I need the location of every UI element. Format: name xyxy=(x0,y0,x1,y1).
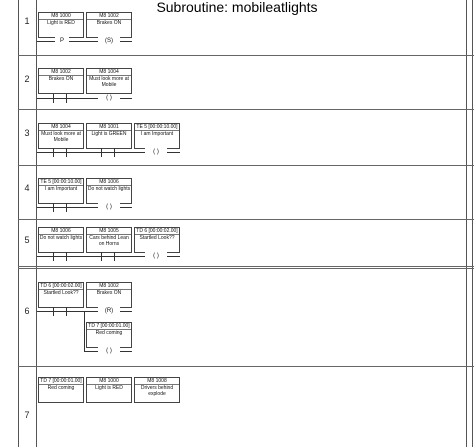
contact-right-bar xyxy=(66,252,67,261)
rung-separator xyxy=(18,55,474,56)
operand-comment: Brakes ON xyxy=(96,290,122,296)
rung-separator xyxy=(18,165,474,166)
operand-address: M8 1002 xyxy=(87,13,131,20)
operand-address: TD 7 [00:00:01.00] xyxy=(40,378,82,384)
contact-right-bar xyxy=(66,94,67,103)
operand-address: M8 1002 xyxy=(87,283,131,290)
contact-right-bar xyxy=(66,203,67,212)
contact-left-bar xyxy=(53,252,54,261)
contact-left-bar xyxy=(53,307,54,316)
output-coil[interactable]: ( ) xyxy=(98,347,120,356)
operand-comment: Drivers behind explode xyxy=(140,385,174,397)
operand-box[interactable] xyxy=(86,322,132,348)
operand-address: TE 5 [00:00:10.00] xyxy=(40,179,82,185)
operand-comment: Red coming xyxy=(95,330,123,336)
operand-address: M8 1006 xyxy=(87,179,131,186)
power-rail xyxy=(36,0,37,447)
positive-edge-contact[interactable]: P xyxy=(55,37,69,46)
right-margin-line xyxy=(472,0,473,447)
operand-box[interactable] xyxy=(86,178,132,204)
output-coil[interactable]: ( ) xyxy=(145,148,167,157)
operand-box[interactable] xyxy=(38,178,84,204)
operand-box[interactable] xyxy=(86,227,132,253)
rung-number: 3 xyxy=(24,128,30,138)
operand-comment: Light is GREEN xyxy=(91,131,127,137)
rung-number: 2 xyxy=(24,74,30,84)
rung-number: 5 xyxy=(24,235,30,245)
operand-comment: Cars behind Lean on Horns xyxy=(89,235,129,247)
operand-comment: I am Important xyxy=(140,131,174,137)
reset-coil[interactable]: (R) xyxy=(98,307,120,316)
operand-comment: Do not watch lights xyxy=(87,186,131,192)
operand-comment: Brakes ON xyxy=(48,76,74,82)
operand-address: M8 1005 xyxy=(87,228,131,235)
operand-box[interactable] xyxy=(86,377,132,403)
rung-separator xyxy=(18,109,474,110)
operand-address: TD 6 [00:00:02.00] xyxy=(136,228,178,234)
operand-box[interactable] xyxy=(38,377,84,403)
operand-comment: Do not watch lights xyxy=(39,235,83,241)
operand-box[interactable] xyxy=(86,282,132,308)
operand-address: M8 1008 xyxy=(135,378,179,385)
contact-right-bar xyxy=(114,148,115,157)
rung-separator xyxy=(18,268,474,269)
rung-number: 4 xyxy=(24,183,30,193)
operand-address: TD 7 [00:00:01.00] xyxy=(88,323,130,329)
output-coil[interactable]: ( ) xyxy=(145,252,167,261)
operand-box[interactable] xyxy=(86,68,132,94)
operand-comment: Startled Look?? xyxy=(139,235,175,241)
operand-address: TE 5 [00:00:10.00] xyxy=(136,124,178,130)
operand-address: M8 1001 xyxy=(87,124,131,131)
operand-comment: Red coming xyxy=(47,385,75,391)
operand-comment: Light is RED xyxy=(95,385,123,391)
contact-right-bar xyxy=(114,252,115,261)
output-coil[interactable]: ( ) xyxy=(98,203,120,212)
operand-comment: Must look more at Mobile xyxy=(41,131,81,143)
contact-right-bar xyxy=(66,307,67,316)
rung-number: 6 xyxy=(24,306,30,316)
operand-address: M8 1000 xyxy=(87,378,131,385)
operand-box[interactable] xyxy=(38,68,84,94)
page-title: Subroutine: mobileatlights xyxy=(156,0,318,15)
contact-right-bar xyxy=(66,148,67,157)
operand-comment: Startled Look?? xyxy=(43,290,79,296)
contact-left-bar xyxy=(101,148,102,157)
right-border xyxy=(466,0,467,447)
operand-box[interactable] xyxy=(38,123,84,149)
operand-comment: Brakes ON xyxy=(96,20,122,26)
operand-box[interactable] xyxy=(134,227,180,253)
operand-address: TD 6 [00:00:02.00] xyxy=(40,283,82,289)
set-coil[interactable]: (S) xyxy=(98,37,120,46)
output-coil[interactable]: ( ) xyxy=(98,94,120,103)
contact-left-bar xyxy=(53,148,54,157)
operand-address: M8 1002 xyxy=(39,69,83,76)
operand-comment: I am Important xyxy=(44,186,78,192)
operand-box[interactable] xyxy=(86,12,132,38)
operand-box[interactable] xyxy=(38,227,84,253)
rung-number: 1 xyxy=(24,16,30,26)
rung-separator xyxy=(18,366,474,367)
rung-number: 7 xyxy=(24,410,30,420)
operand-address: M8 1004 xyxy=(39,124,83,131)
operand-box[interactable] xyxy=(86,123,132,149)
rung-separator xyxy=(18,266,474,267)
contact-left-bar xyxy=(53,203,54,212)
contact-left-bar xyxy=(101,252,102,261)
contact-left-bar xyxy=(53,94,54,103)
operand-box[interactable] xyxy=(38,12,84,38)
operand-box[interactable] xyxy=(134,123,180,149)
operand-comment: Must look more at Mobile xyxy=(89,76,129,88)
operand-address: M8 1000 xyxy=(39,13,83,20)
operand-box[interactable] xyxy=(134,377,180,403)
operand-comment: Light is RED xyxy=(47,20,75,26)
operand-address: M8 1006 xyxy=(39,228,83,235)
rung-separator xyxy=(18,219,474,220)
left-margin-line xyxy=(18,0,19,447)
branch-wire xyxy=(84,311,85,351)
operand-address: M8 1004 xyxy=(87,69,131,76)
operand-box[interactable] xyxy=(38,282,84,308)
